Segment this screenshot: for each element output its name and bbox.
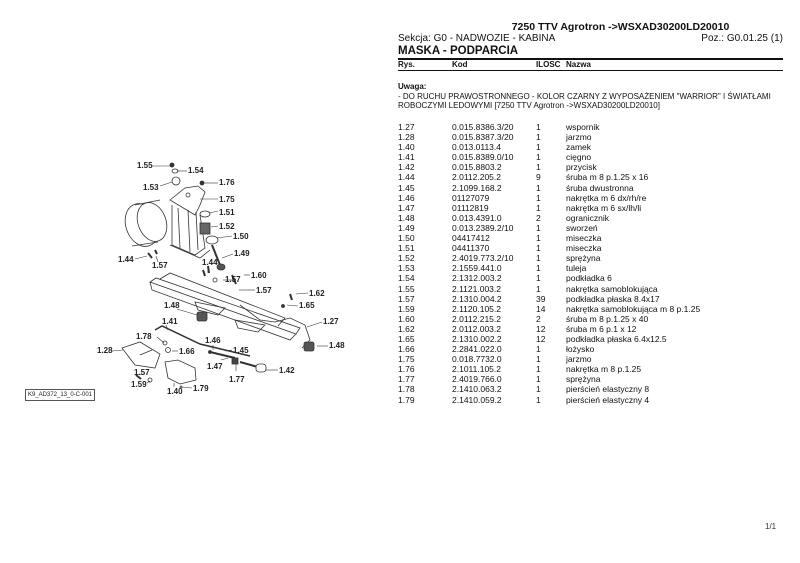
cell-nazwa: nakrętka m 8 p.1.25 [566,364,642,375]
cell-kod: 2.2841.022.0 [452,344,502,355]
table-row [398,172,783,182]
callout-1-48: 1.48 [329,341,345,350]
cell-nazwa: sprężyna [566,374,601,385]
cell-nazwa: podkładka płaska 8.4x17 [566,293,660,304]
section-row [398,33,783,45]
spring-1-77 [232,358,238,364]
table-row [398,273,783,283]
table-row [398,122,783,132]
callout-1-79: 1.79 [193,384,209,393]
table-row [398,203,783,213]
stud-1-45 [210,352,235,358]
cell-kod: 01112819 [452,202,489,213]
cell-rys: 1.52 [398,253,415,264]
callout-1-65: 1.65 [299,301,315,310]
cell-ilosc: 1 [536,364,541,375]
cell-ilosc: 1 [536,243,541,254]
cell-kod: 2.1310.004.2 [452,293,502,304]
exploded-parts-diagram [0,0,390,563]
cell-kod: 2.0112.205.2 [452,172,501,183]
document-title: 7250 TTV Agrotron ->WSXAD30200LD20010 [511,21,730,33]
cell-kod: 0.015.8387.3/20 [452,132,514,143]
cell-rys: 1.62 [398,323,415,334]
cup-1-51 [200,211,210,217]
callout-1-40: 1.40 [167,387,183,396]
cell-kod: 04411370 [452,243,490,254]
callout-1-44: 1.44 [118,255,134,264]
table-row [398,364,783,374]
callout-1-28: 1.28 [97,346,113,355]
callout-1-51: 1.51 [219,208,235,217]
callout-1-54: 1.54 [188,166,204,175]
cell-ilosc: 39 [536,293,546,304]
column-rys: Rys. [398,60,415,69]
stopper-1-48-right [304,342,314,351]
cell-kod: 0.013.2389.2/10 [452,222,514,233]
table-row [398,354,783,364]
cell-kod: 2.1559.441.0 [452,263,502,274]
cell-kod: 2.0112.215.2 [452,313,501,324]
callout-1-59: 1.59 [131,380,147,389]
lock-1-40 [165,360,196,384]
cell-rys: 1.60 [398,313,415,324]
table-row [398,284,783,294]
cell-ilosc: 1 [536,253,541,264]
cell-nazwa: ogranicznik [566,212,609,223]
table-row [398,223,783,233]
cell-rys: 1.75 [398,354,415,365]
callout-1-57: 1.57 [152,261,168,270]
cell-ilosc: 1 [536,344,541,355]
cell-rys: 1.76 [398,364,415,375]
cell-rys: 1.65 [398,333,415,344]
sleeve-1-53 [172,177,180,185]
cell-nazwa: podkładka 6 [566,273,612,284]
frame-drawing [150,273,310,348]
table-row [398,263,783,273]
cell-kod: 0.015.8389.0/10 [452,152,514,163]
table-row [398,132,783,142]
table-row [398,142,783,152]
cell-rys: 1.57 [398,293,415,304]
callout-1-75: 1.75 [219,195,235,204]
cell-nazwa: przycisk [566,162,597,173]
callout-1-42: 1.42 [279,366,295,375]
table-row [398,314,783,324]
column-kod: Kod [452,60,468,69]
cell-ilosc: 9 [536,172,541,183]
callout-1-41: 1.41 [162,317,178,326]
cell-ilosc: 1 [536,233,541,244]
cell-kod: 0.018.7732.0 [452,354,502,365]
table-row [398,384,783,394]
diagram-reference-code: K9_AD372_13_0-C-001 [25,389,95,401]
cell-rys: 1.50 [398,233,415,244]
parts-table [398,122,783,405]
callout-1-49: 1.49 [234,249,250,258]
cell-kod: 2.1410.059.2 [452,394,502,405]
cell-nazwa: nakrętka m 6 sx/lh/li [566,202,642,213]
cell-rys: 1.55 [398,283,415,294]
cell-ilosc: 1 [536,122,541,132]
cell-ilosc: 1 [536,273,541,284]
document-header [398,21,783,58]
note-text: - DO RUCHU PRAWOSTRONNEGO - KOLOR CZARNY Z WYPOSAŻENIEM "WARRIOR" I ŚWIATŁAMI ROBOCZYMI LEDOWYMI [7250 TTV Agrotron ->WSXAD30200LD20010] [398,91,771,110]
cell-rys: 1.53 [398,263,415,274]
callout-1-53: 1.53 [143,183,159,192]
cell-kod: 2.1099.168.2 [452,182,502,193]
callout-1-46: 1.46 [205,336,221,345]
callout-1-77: 1.77 [229,375,245,384]
callout-1-57: 1.57 [134,368,150,377]
cell-rys: 1.78 [398,384,415,395]
cell-rys: 1.54 [398,273,415,284]
cell-ilosc: 1 [536,354,541,365]
cell-nazwa: jarzmo [566,354,592,365]
cell-ilosc: 1 [536,182,541,193]
callout-1-47: 1.47 [207,362,223,371]
table-row [398,183,783,193]
table-row [398,324,783,334]
cell-nazwa: nakrętka m 6 dx/rh/re [566,192,647,203]
cell-nazwa: śruba m 6 p.1 x 12 [566,323,637,334]
table-row [398,395,783,405]
header-rule-thin [398,70,783,71]
cell-nazwa: pierścień elastyczny 4 [566,394,650,405]
cell-ilosc: 1 [536,192,541,203]
cell-rys: 1.48 [398,212,415,223]
nut-1-55 [170,163,174,167]
bracket-drawing [170,186,210,258]
cell-kod: 2.0112.003.2 [452,323,501,334]
callout-1-52: 1.52 [219,222,235,231]
cell-rys: 1.28 [398,132,415,143]
cell-ilosc: 1 [536,394,541,405]
headlamp-drawing [119,198,172,251]
diagram-drawing [0,0,390,563]
cell-rys: 1.51 [398,243,415,254]
cell-kod: 2.1121.003.2 [452,283,501,294]
cell-ilosc: 1 [536,132,541,143]
cell-ilosc: 2 [536,212,541,223]
cell-rys: 1.79 [398,394,415,405]
table-row [398,243,783,253]
cell-kod: 0.015.8386.3/20 [452,122,514,132]
cell-kod: 04417412 [452,233,490,244]
cell-ilosc: 1 [536,283,541,294]
note-block [398,82,783,111]
callout-1-62: 1.62 [309,289,325,298]
callout-1-27: 1.27 [323,317,339,326]
cell-ilosc: 1 [536,152,541,163]
cell-rys: 1.59 [398,303,415,314]
cell-rys: 1.49 [398,222,415,233]
cell-kod: 2.4019.766.0 [452,374,502,385]
button-1-42 [256,364,266,372]
cell-nazwa: miseczka [566,233,602,244]
callout-1-57: 1.57 [225,275,241,284]
cell-nazwa: tuleja [566,263,587,274]
cell-kod: 2.1310.002.2 [452,333,502,344]
cell-kod: 0.013.4391.0 [452,212,502,223]
cell-rys: 1.44 [398,172,415,183]
table-row [398,162,783,172]
table-row [398,152,783,162]
cell-nazwa: cięgno [566,152,592,163]
column-ilosc: ILOSC [536,60,561,69]
cell-nazwa: łożysko [566,344,595,355]
cell-rys: 1.46 [398,192,415,203]
cell-ilosc: 1 [536,202,541,213]
table-row [398,344,783,354]
callout-1-45: 1.45 [233,346,249,355]
cell-ilosc: 1 [536,374,541,385]
group-title: MASKA - PODPARCIA [398,45,519,57]
cell-nazwa: sworzeń [566,222,598,233]
cell-rys: 1.45 [398,182,415,193]
callout-1-66: 1.66 [179,347,195,356]
cell-kod: 0.015.8803.2 [452,162,502,173]
cell-ilosc: 14 [536,303,546,314]
stopper-1-48-left [197,312,207,321]
cell-ilosc: 1 [536,162,541,173]
cell-nazwa: podkładka płaska 6.4x12.5 [566,333,667,344]
callout-1-48: 1.48 [164,301,180,310]
table-row [398,213,783,223]
cell-rys: 1.27 [398,122,415,132]
cell-nazwa: wspornik [566,122,600,132]
nut-1-76 [200,181,204,185]
table-row [398,374,783,384]
callout-1-55: 1.55 [137,161,153,170]
callout-1-76: 1.76 [219,178,235,187]
cell-nazwa: śruba m 8 p.1.25 x 16 [566,172,649,183]
cell-kod: 01127079 [452,192,490,203]
position-label: Poz.: G0.01.25 (1) [701,33,783,44]
cell-nazwa: śruba m 8 p.1.25 x 40 [566,313,649,324]
cell-ilosc: 12 [536,333,546,344]
cell-ilosc: 1 [536,263,541,274]
cell-nazwa: nakrętka samoblokująca [566,283,658,294]
table-row [398,253,783,263]
table-row [398,193,783,203]
cup-1-50 [206,236,218,244]
cell-nazwa: sprężyna [566,253,601,264]
cell-rys: 1.40 [398,142,415,153]
callout-1-60: 1.60 [251,271,267,280]
cell-kod: 2.4019.773.2/10 [452,253,514,264]
cell-kod: 2.1011.105.2 [452,364,501,375]
cell-nazwa: pierścień elastyczny 8 [566,384,650,395]
note-title: Uwaga: [398,82,427,91]
cell-kod: 2.1410.063.2 [452,384,502,395]
column-nazwa: Nazwa [566,60,591,69]
cell-rys: 1.77 [398,374,415,385]
callout-1-78: 1.78 [136,332,152,341]
cell-kod: 0.013.0113.4 [452,142,501,153]
spring-1-52 [200,223,210,234]
cell-kod: 2.1312.003.2 [452,273,502,284]
cell-rys: 1.47 [398,202,415,213]
cell-rys: 1.42 [398,162,415,173]
cell-nazwa: jarzmo [566,132,592,143]
cell-nazwa: nakrętka samoblokująca m 8 p.1.25 [566,303,701,314]
cell-nazwa: zamek [566,142,592,153]
cell-ilosc: 12 [536,323,546,334]
table-row [398,233,783,243]
cell-nazwa: miseczka [566,243,602,254]
cell-kod: 2.1120.105.2 [452,303,501,314]
section-label: Sekcja: G0 - NADWOZIE - KABINA [398,33,556,44]
table-row [398,294,783,304]
cell-ilosc: 1 [536,142,541,153]
cell-rys: 1.41 [398,152,415,163]
cell-nazwa: śruba dwustronna [566,182,634,193]
callout-1-57: 1.57 [256,286,272,295]
callout-1-44: 1.44 [202,258,218,267]
page-number: 1/1 [765,522,777,531]
cell-ilosc: 1 [536,384,541,395]
parts-table-header [398,60,783,70]
table-row [398,304,783,314]
cell-rys: 1.66 [398,344,415,355]
cell-ilosc: 2 [536,313,541,324]
cell-ilosc: 1 [536,222,541,233]
callout-1-50: 1.50 [233,232,249,241]
table-row [398,334,783,344]
